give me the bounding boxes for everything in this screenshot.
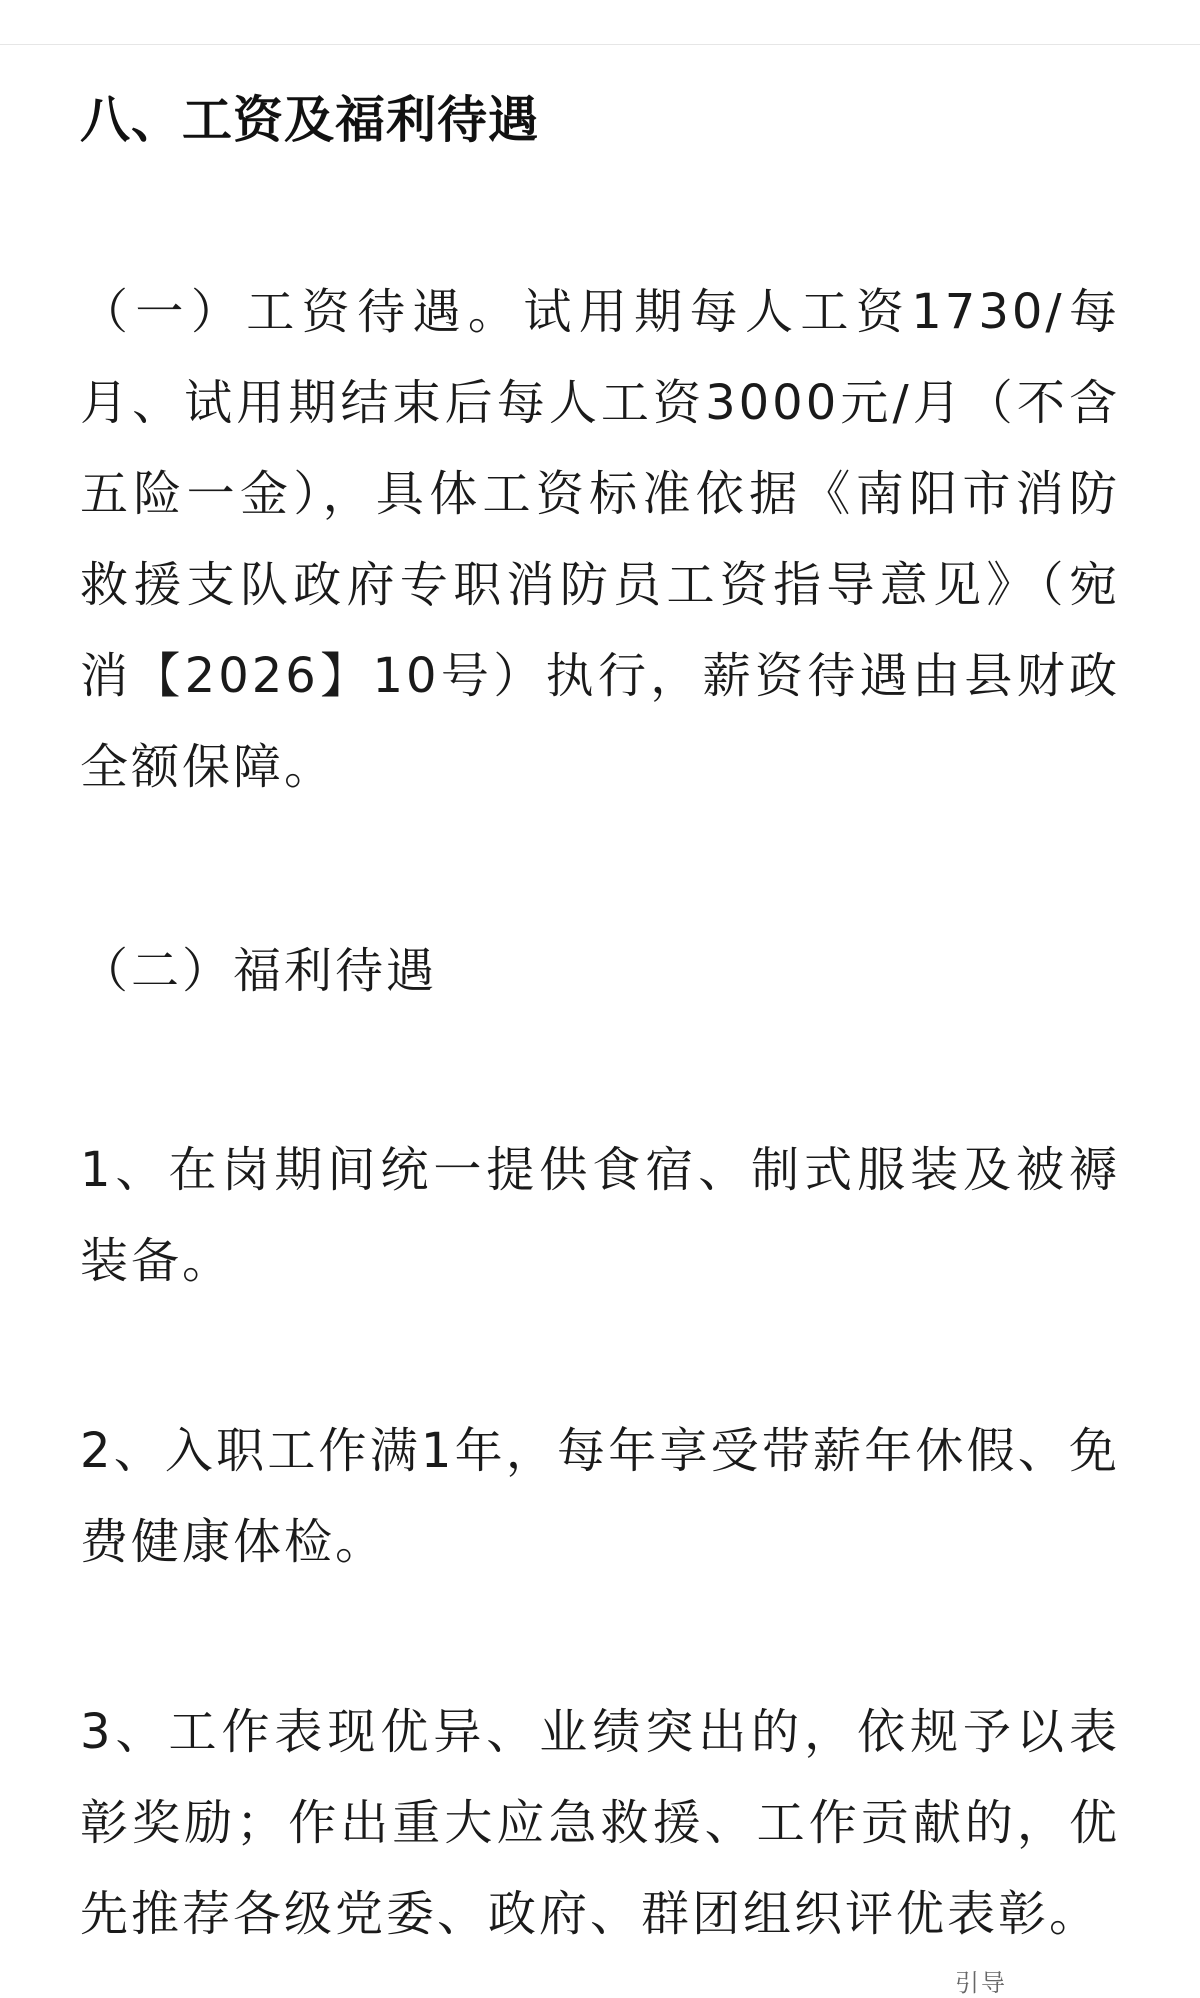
welfare-heading: （二）福利待遇 — [80, 943, 438, 999]
section-title: 八、工资及福利待遇 — [80, 91, 539, 149]
welfare-item-2: 2、入职工作满1年，每年享受带薪年休假、免费健康体检。 — [80, 1423, 1120, 1570]
welfare-item-3: 3、工作表现优异、业绩突出的，依规予以表彰奖励；作出重大应急救援、工作贡献的，优先推荐各级党委、政府、群团组织评优表彰。 — [80, 1704, 1120, 1942]
salary-paragraph: （一）工资待遇。试用期每人工资1730/每月、试用期结束后每人工资3000元/月（不含五险一金），具体工资标准依据《南阳市消防救援支队政府专职消防员工资指导意见》（宛消【2026】10号）执行，薪资待遇由县财政全额保障。 — [80, 284, 1120, 795]
top-divider — [0, 44, 1200, 45]
bottom-overlay-text: 引导 — [955, 1969, 1007, 1997]
welfare-item-1: 1、在岗期间统一提供食宿、制式服装及被褥装备。 — [80, 1142, 1120, 1289]
article-body — [80, 78, 1120, 1960]
